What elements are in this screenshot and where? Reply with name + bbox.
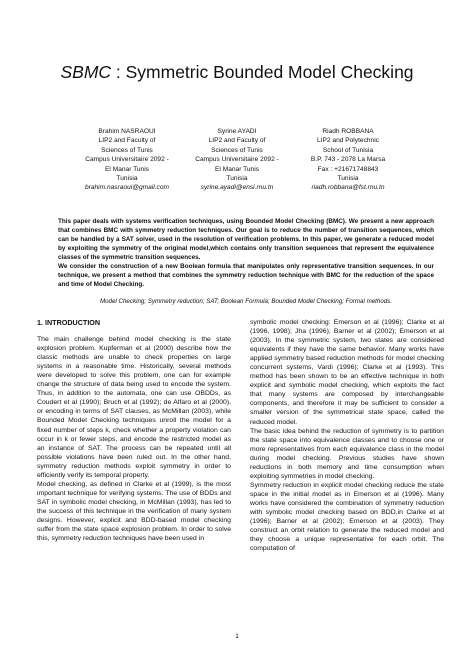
page-number: 1 [235,633,239,640]
title-text: : Symmetric Bounded Model Checking [111,62,414,82]
author-name: Riadh ROBBANA [322,128,374,135]
body-paragraph: Model checking, as defined in Clarke et al (1999), is the most important technique for verifying systems. The use of BDDs and SAT in symbolic model checking, in McMillan (1993), has led to the success of this technique in the verification of many system designs. However, explicit and BDD-based model checking suffer from the state space explosion problem. In order to solve this, symmetry reduction techniques have been used in [37,480,231,543]
author-affiliation-line: El Manar Tunis [215,165,259,173]
body-paragraph: The basic idea behind the reduction of symmetry is to partition the state space into equivalence classes and to choose one or more representatives from each equivalence class in the model during model checking. Previous studies have shown reductions in both memory and time consumption when exploiting symmetries in model checking. [250,427,444,480]
author-affiliation-line: B.P. 743 - 2078 La Marsa [310,156,386,164]
author-affiliation-line: LIP2 and Faculty of [98,137,156,145]
author-name: Brahim NASRAOUI [98,128,156,135]
author-affiliation-line: LIP2 and Polytechnic [317,137,379,145]
body-paragraph: The main challenge behind model checking is the state explosion problem. Kupferman et al (2000) describe how the classic methods are unable to check properties on large systems in a reasonable time. Historically, several methods were developed to solve this problem, one can for example change the structure of data being used to encode the system. Thus, in addition to the automata, one can use OBDDs, as Coudert et al (1990); Bruch et al (1992); de Alfaro et al (2000), or encoding in terms of SAT clauses, as McMillan (2003), while Bounded Model Checking techniques unroll the model for a fixed number of steps k, check whether a property violation can occur in k or fewer steps, and encode the restricted model as an instance of SAT. The process can be repeated until all possible violations have been ruled out. In the other hand, symmetry reduction methods exploit symmetry in order to efficiently verify its temporal property. [37,336,231,479]
author-affiliation-line: El Manar Tunis [105,165,149,173]
author-3 [283,127,413,193]
title-acronym: SBMC [60,62,112,82]
paper-title [0,62,474,82]
author-affiliation-line: Sciences of Tunis [101,146,153,154]
author-affiliation-line: Tunisia [337,175,359,183]
author-email: riadh.robbana@fst.rnu.tn [311,184,385,192]
abstract [58,217,434,289]
author-affiliation-line: Tunisia [116,175,138,183]
author-affiliation-line: LIP2 and Faculty of [208,137,266,145]
body-paragraph: symbolic model checking: Emerson et al (1996); Clarke et al (1996, 1998); Jha (1996); Barner et al (2002); Emerson et al (2003). In the symmetric system, two states are considered equivalents if they have the same behavior. Many works have applied symmetry based reduction methods for model checking concurrent systems, Vardi (1996); Clarke et al (1993). This method has been shown to be an effective technique in both explicit and symbolic model checking, which exploits the fact that many systems are composed by interchangeable components, and therefore it may be sufficient to consider a smaller version of the symmetrical state space, called the reduced model. [250,319,444,426]
author-affiliation-line: Tunisia [226,175,248,183]
author-email: syrine.ayadi@ensi.rnu.tn [200,184,274,192]
author-affiliation-line: Sciences of Tunis [211,146,263,154]
author-affiliation-line: School of Tunisia [322,146,374,154]
right-column [250,318,444,553]
left-column [37,318,231,543]
keywords: Model Checking; Symmetry reduction; SAT; Boolean Formula; Bounded Model Checking; Formal methods. [99,298,393,305]
author-affiliation-line: Campus Universitaire 2092 - [195,156,279,164]
author-name: Syrine AYADI [217,128,257,135]
author-affiliation-line: Campus Universitaire 2092 - [85,156,169,164]
abstract-paragraph: This paper deals with systems verification techniques, using Bounded Model Checking (BMC). We present a new approach that combines BMC with symmetry reduction techniques. Our goal is to reduce the number of transition sequences, which can be handled by a SAT solver, used in the resolution of verification problems. In this paper, we generate a reduced model by exploiting the symmetry of the original model,which contains only transition sequences that represent the equivalence classes of the symmetric transition sequences. [58,218,434,262]
abstract-paragraph: We consider the construction of a new Boolean formula that manipulates only representative transition sequences. In our technique, we present a method that combines the symmetry reduction technique with BMC for the reduction of the space and time of Model Checking. [58,263,434,289]
body-paragraph: Symmetry reduction in explicit model checking reduce the state space in the initial model as in Emerson et al (1996). Many works have considered the combination of symmetry reduction with symbolic model checking based on BDD,in Clarke et al (1996); Barner et al (2002); Emerson et al (2003). They construct an orbit relation to generate the reduced model and they choose a unique representative for each orbit. The computation of [250,481,444,553]
author-affiliation-line: Fax : +21671748843 [317,165,379,173]
author-email: brahim.nasraoui@gmail.com [84,184,170,192]
section-heading: 1. INTRODUCTION [37,318,101,327]
